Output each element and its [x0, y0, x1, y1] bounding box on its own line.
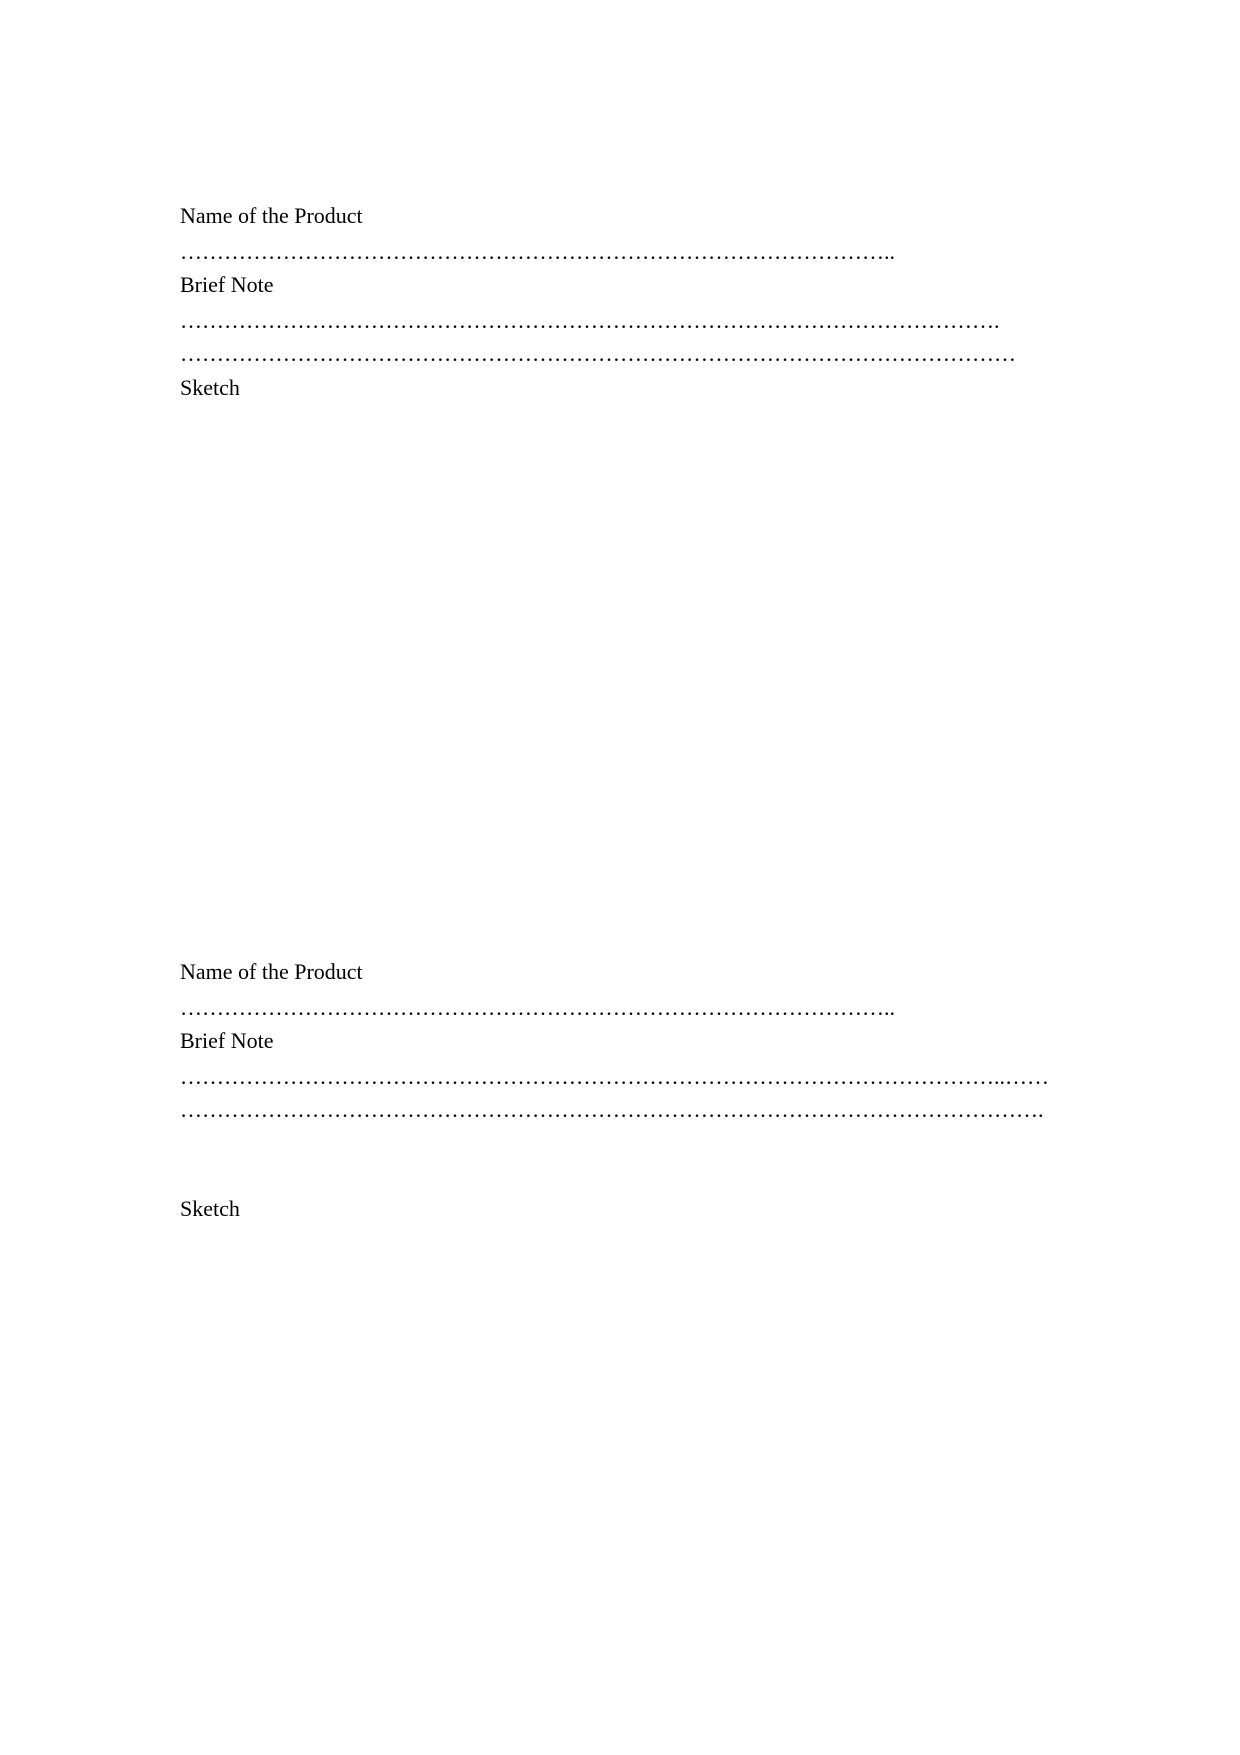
- product-name-label: Name of the Product: [180, 203, 363, 228]
- product-name-label: Name of the Product: [180, 959, 363, 984]
- sketch-label: Sketch: [180, 375, 240, 400]
- brief-note-blank-1: …………………………………………………………………………………………………..……: [180, 1064, 1049, 1089]
- brief-note-blank-2: ……………………………………………………………………………………………………: [180, 341, 1016, 366]
- product-name-blank: ……………………………………………………………………………………..: [180, 239, 895, 264]
- brief-note-blank-1: ………………………………………………………………………………………………….: [180, 308, 1000, 333]
- sketch-label: Sketch: [180, 1196, 240, 1221]
- product-name-blank: ……………………………………………………………………………………..: [180, 995, 895, 1020]
- brief-note-label: Brief Note: [180, 272, 274, 297]
- brief-note-label: Brief Note: [180, 1028, 274, 1053]
- brief-note-blank-2: ……………………………………………………………………………………………………….: [180, 1097, 1044, 1122]
